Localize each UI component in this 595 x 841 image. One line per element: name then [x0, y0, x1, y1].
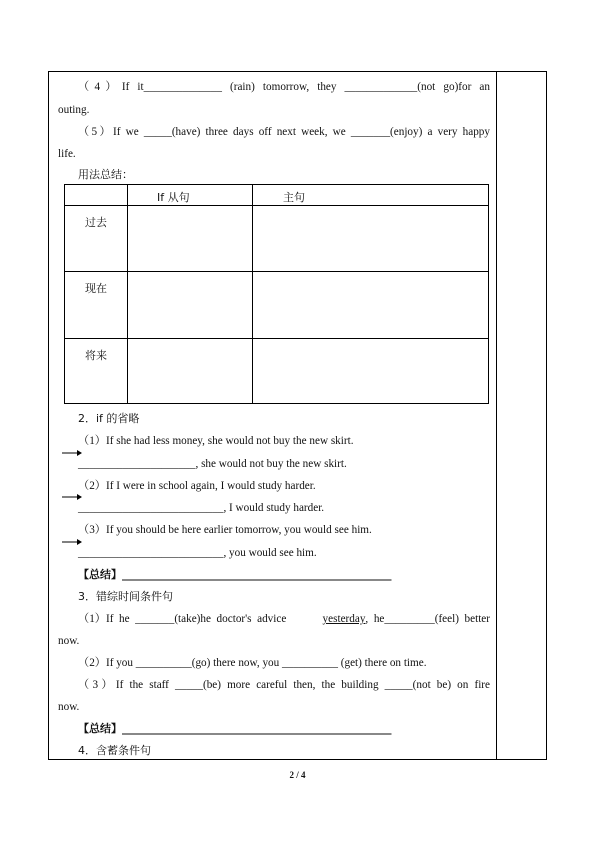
section-2-item-2: （2）If I were in school again, I would study harder.	[78, 480, 316, 492]
header-main-clause: 主句	[283, 191, 305, 204]
section-2-item-3: （3）If you should be here earlier tomorrow, you would see him.	[78, 524, 372, 536]
exercise-5-line: （5）If we _____(have) three days off next week, we _______(enjoy) a very happy	[78, 126, 490, 138]
exercise-4-continuation: outing.	[58, 104, 90, 116]
section-2-item-1-rewrite: _____________________, she would not buy the new skirt.	[78, 458, 347, 470]
arrow-right-icon	[62, 538, 82, 546]
lesson-table-column-divider	[496, 71, 497, 760]
header-if-clause: If 从句	[157, 191, 190, 204]
usage-summary-label: 用法总结：	[78, 168, 133, 181]
table-row-line	[65, 271, 488, 272]
section-2-item-2-rewrite: __________________________, I would study harder.	[78, 502, 325, 514]
arrow-right-icon	[62, 493, 82, 501]
section-4-heading: 4．含蓄条件句	[78, 744, 151, 757]
usage-summary-table	[64, 184, 489, 404]
section-3-item-1	[78, 612, 490, 626]
section-2-item-3-rewrite: __________________________, you would see him.	[78, 547, 317, 559]
section-3-item-1-text-b: , he_________(feel) better	[365, 613, 490, 625]
row-label-present: 现在	[85, 282, 107, 295]
exercise-5-continuation: life.	[58, 148, 76, 160]
section-3-item-1-text-a: （1）If he _______(take)he doctor's advice	[78, 613, 292, 625]
table-row-line	[65, 338, 488, 339]
section-3-item-2: （2）If you __________(go) there now, you __________ (get) there on time.	[78, 657, 427, 669]
table-row-line	[65, 205, 488, 206]
section-2-summary: 【总结】_________________________________________________	[78, 568, 392, 581]
exercise-4-line: （4）If it______________ (rain) tomorrow, they _____________(not go)for an	[78, 81, 490, 93]
section-3-item-1-underlined-word: yesterday	[322, 613, 366, 625]
arrow-right-icon	[62, 449, 82, 457]
section-3-item-3: （3）If the staff _____(be) more careful then, the building _____(not be) on fire	[78, 679, 490, 691]
table-column-line	[252, 185, 253, 403]
section-3-summary: 【总结】_________________________________________________	[78, 722, 392, 735]
section-3-item-1-continuation: now.	[58, 635, 80, 647]
section-2-item-1: （1）If she had less money, she would not buy the new skirt.	[78, 435, 354, 447]
section-3-heading: 3．错综时间条件句	[78, 590, 173, 603]
row-label-future: 将来	[85, 349, 107, 362]
section-2-heading: 2．if 的省略	[78, 412, 140, 425]
section-3-item-3-continuation: now.	[58, 701, 80, 713]
page-number: 2 / 4	[289, 770, 306, 780]
row-label-past: 过去	[85, 216, 107, 229]
table-column-line	[127, 185, 128, 403]
